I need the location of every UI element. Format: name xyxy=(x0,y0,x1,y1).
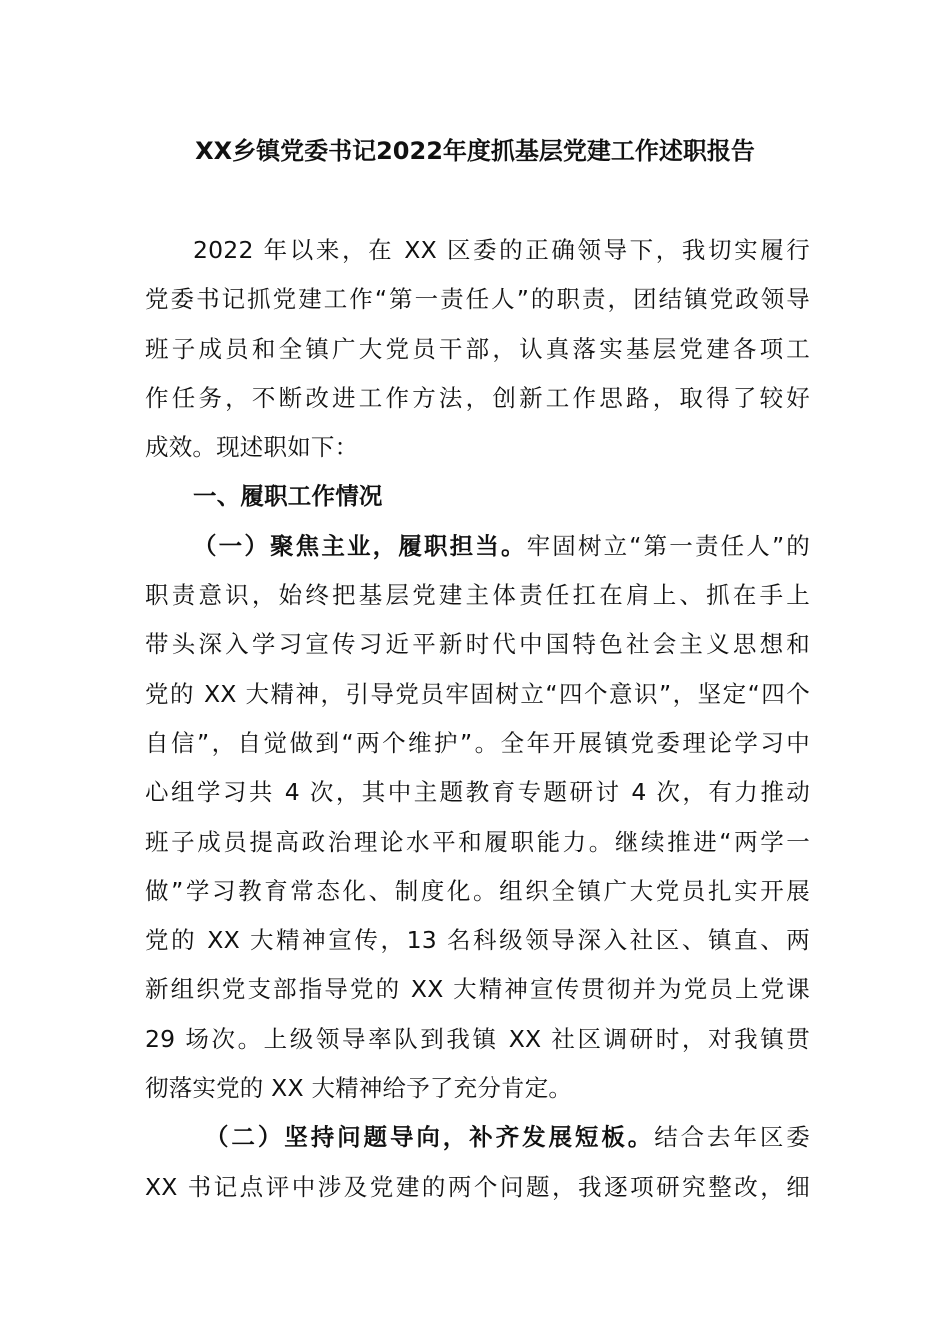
intro-line: 作任务，不断改进工作方法，创新工作思路，取得了较好 xyxy=(145,383,810,412)
subsection-2-first-line xyxy=(145,1113,810,1162)
paragraph-line: 新组织党支部指导党的 XX 大精神宣传贯彻并为党员上党课 xyxy=(145,975,810,1004)
paragraph-line: 带头深入学习宣传习近平新时代中国特色社会主义思想和 xyxy=(145,630,810,659)
subsection-1-first-line-text: 牢固树立“第一责任人”的 xyxy=(526,531,810,560)
paragraph-line: 做”学习教育常态化、制度化。组织全镇广大党员扎实开展 xyxy=(145,876,810,905)
document-title: XX乡镇党委书记2022年度抓基层党建工作述职报告 xyxy=(195,137,755,165)
subsection-2-heading: （二）坚持问题导向，补齐发展短板。 xyxy=(205,1123,655,1152)
subsection-1-first-line xyxy=(145,522,810,571)
intro-line: 2022 年以来，在 XX 区委的正确领导下，我切实履行 xyxy=(193,236,810,264)
intro-line: 班子成员和全镇广大党员干部，认真落实基层党建各项工 xyxy=(145,334,810,363)
paragraph-line: 29 场次。上级领导率队到我镇 XX 社区调研时，对我镇贯 xyxy=(145,1024,810,1053)
paragraph-line: 党的 XX 大精神，引导党员牢固树立“四个意识”，坚定“四个 xyxy=(145,679,810,708)
paragraph-line: 自信”，自觉做到“两个维护”。全年开展镇党委理论学习中 xyxy=(145,728,810,757)
intro-line: 党委书记抓党建工作“第一责任人”的职责，团结镇党政领导 xyxy=(145,285,810,314)
subsection-2-first-line-text: 结合去年区委 xyxy=(654,1123,810,1152)
paragraph-line: 党的 XX 大精神宣传，13 名科级领导深入社区、镇直、两 xyxy=(145,926,810,955)
paragraph-line: 职责意识，始终把基层党建主体责任扛在肩上、抓在手上 xyxy=(145,581,810,610)
paragraph-line: 彻落实党的 XX 大精神给予了充分肯定。 xyxy=(145,1074,573,1103)
section-heading: 一、履职工作情况 xyxy=(193,482,383,511)
document-body xyxy=(145,226,810,1212)
subsection-1-heading: （一）聚焦主业，履职担当。 xyxy=(193,531,527,560)
intro-line: 成效。现述职如下： xyxy=(145,433,359,462)
paragraph-line: XX 书记点评中涉及党建的两个问题，我逐项研究整改，细 xyxy=(145,1172,810,1201)
paragraph-line: 班子成员提高政治理论水平和履职能力。继续推进“两学一 xyxy=(145,827,810,856)
paragraph-line: 心组学习共 4 次，其中主题教育专题研讨 4 次，有力推动 xyxy=(145,778,810,807)
